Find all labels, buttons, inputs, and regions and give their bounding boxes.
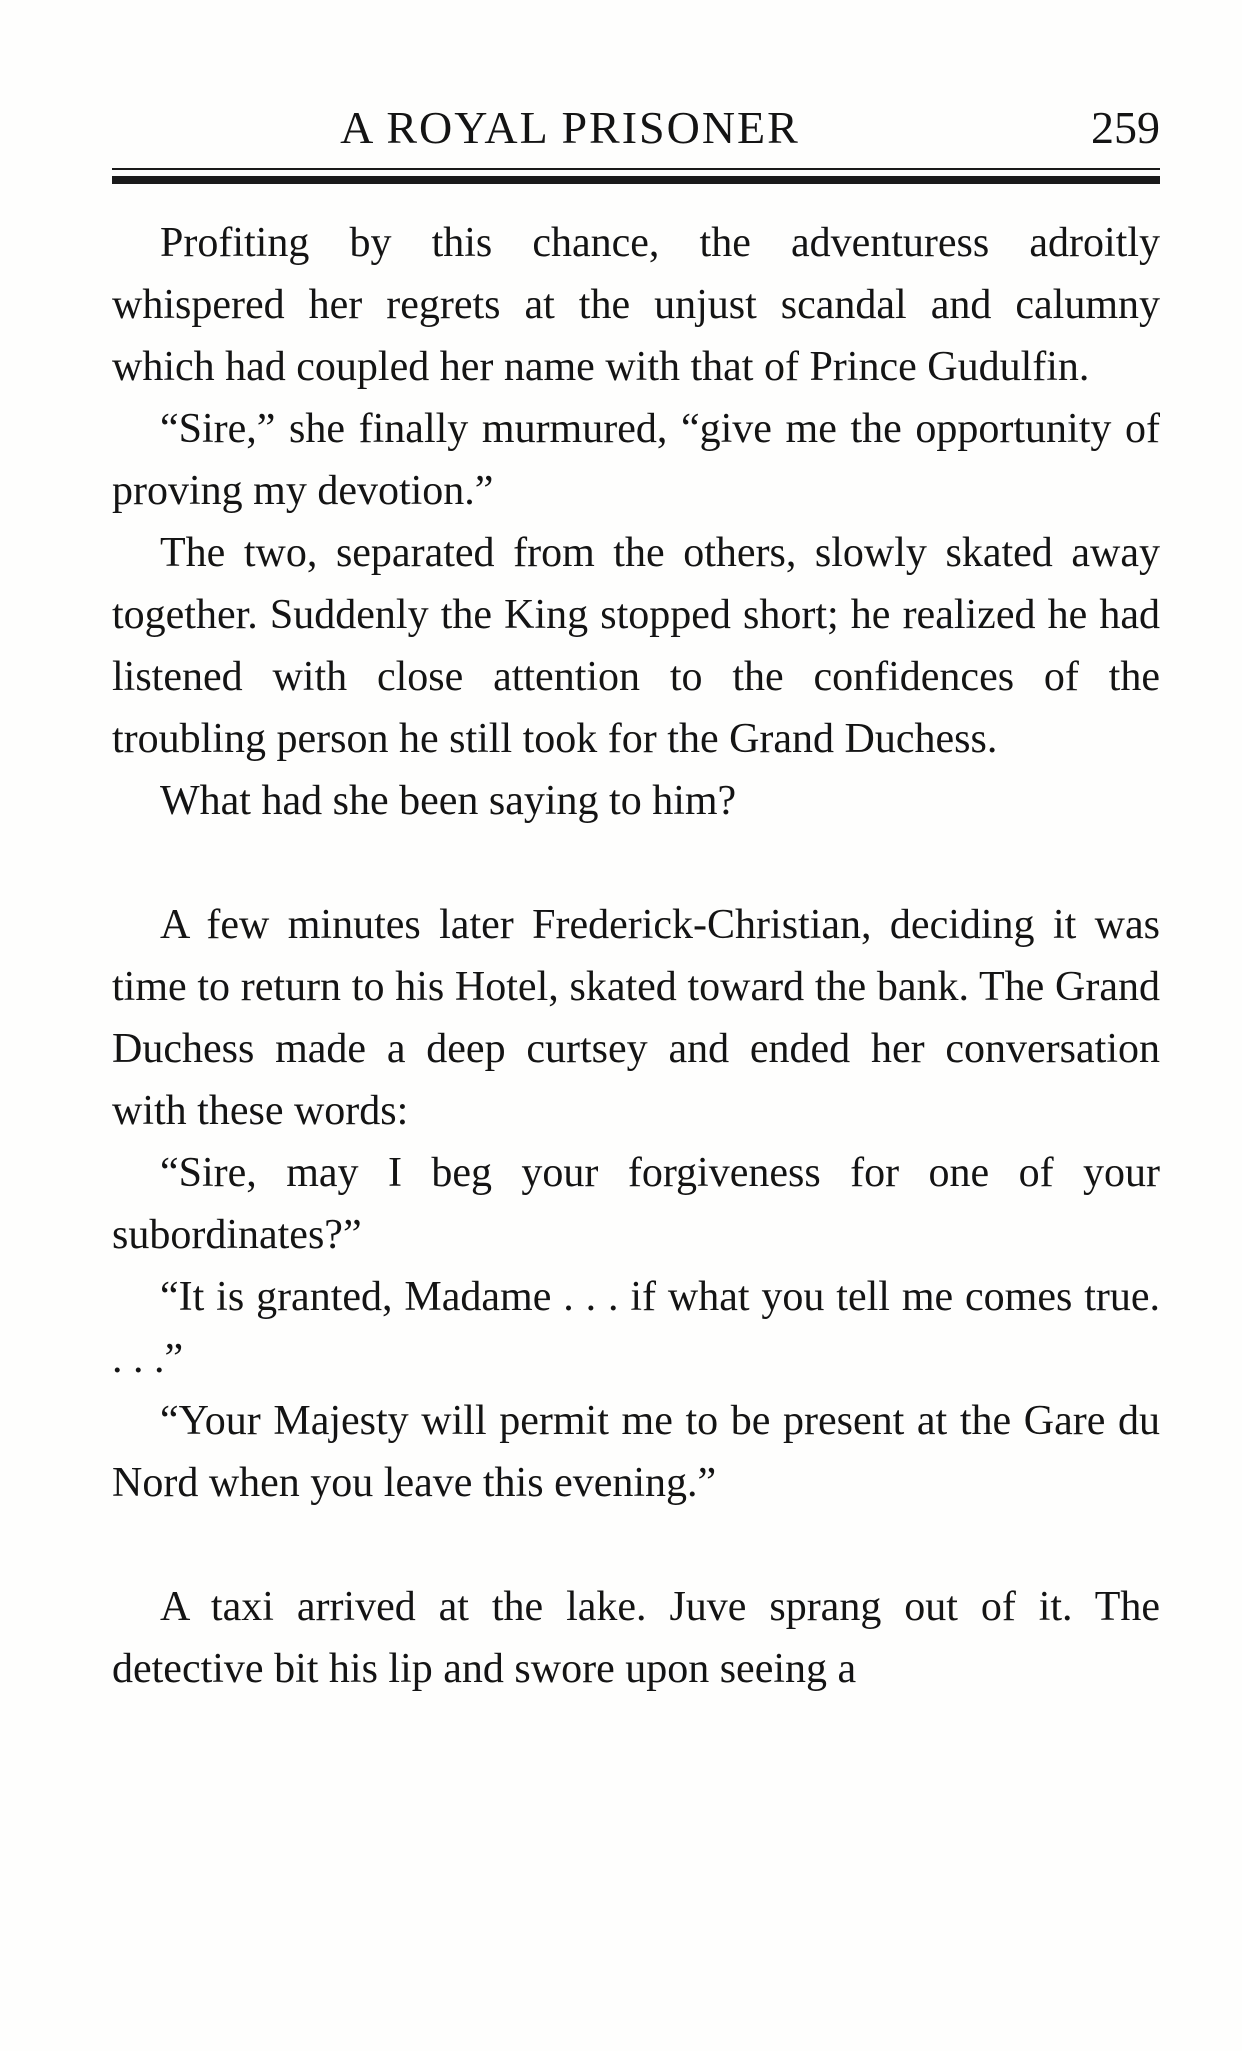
paragraph: A taxi arrived at the lake. Juve sprang out of it. The detective bit his lip and swore upon seeing a xyxy=(112,1584,1160,1692)
section-break xyxy=(112,1514,1160,1576)
header-rule-thick xyxy=(112,176,1160,184)
page-number: 259 xyxy=(1091,102,1160,153)
body-text xyxy=(112,212,1160,1700)
section-break xyxy=(112,832,1160,894)
running-head xyxy=(112,98,1160,158)
paragraph: “Sire,” she finally murmured, “give me the opportunity of proving my devotion.” xyxy=(112,406,1160,514)
paragraph: “It is granted, Madame . . . if what you tell me comes true. . . .” xyxy=(112,1274,1160,1382)
paragraph: “Your Majesty will permit me to be present at the Gare du Nord when you leave this evening.” xyxy=(112,1398,1160,1506)
paragraph: What had she been saying to him? xyxy=(160,778,737,824)
paragraph: Profiting by this chance, the adventuress adroitly whispered her regrets at the unjust scandal and calumny which had coupled her name with that of Prince Gudulfin. xyxy=(112,220,1160,390)
running-title: A ROYAL PRISONER xyxy=(340,102,800,153)
paragraph: The two, separated from the others, slowly skated away together. Suddenly the King stopped short; he realized he had listened with close attention to the confidences of the troubling person he still took for the Grand Duchess. xyxy=(112,530,1160,762)
header-rule-thin xyxy=(112,168,1160,170)
paragraph: A few minutes later Frederick-Christian, deciding it was time to return to his Hotel, skated toward the bank. The Grand Duchess made a deep curtsey and ended her conversation with these words: xyxy=(112,902,1160,1134)
paragraph: “Sire, may I beg your forgiveness for one of your subordinates?” xyxy=(112,1150,1160,1258)
